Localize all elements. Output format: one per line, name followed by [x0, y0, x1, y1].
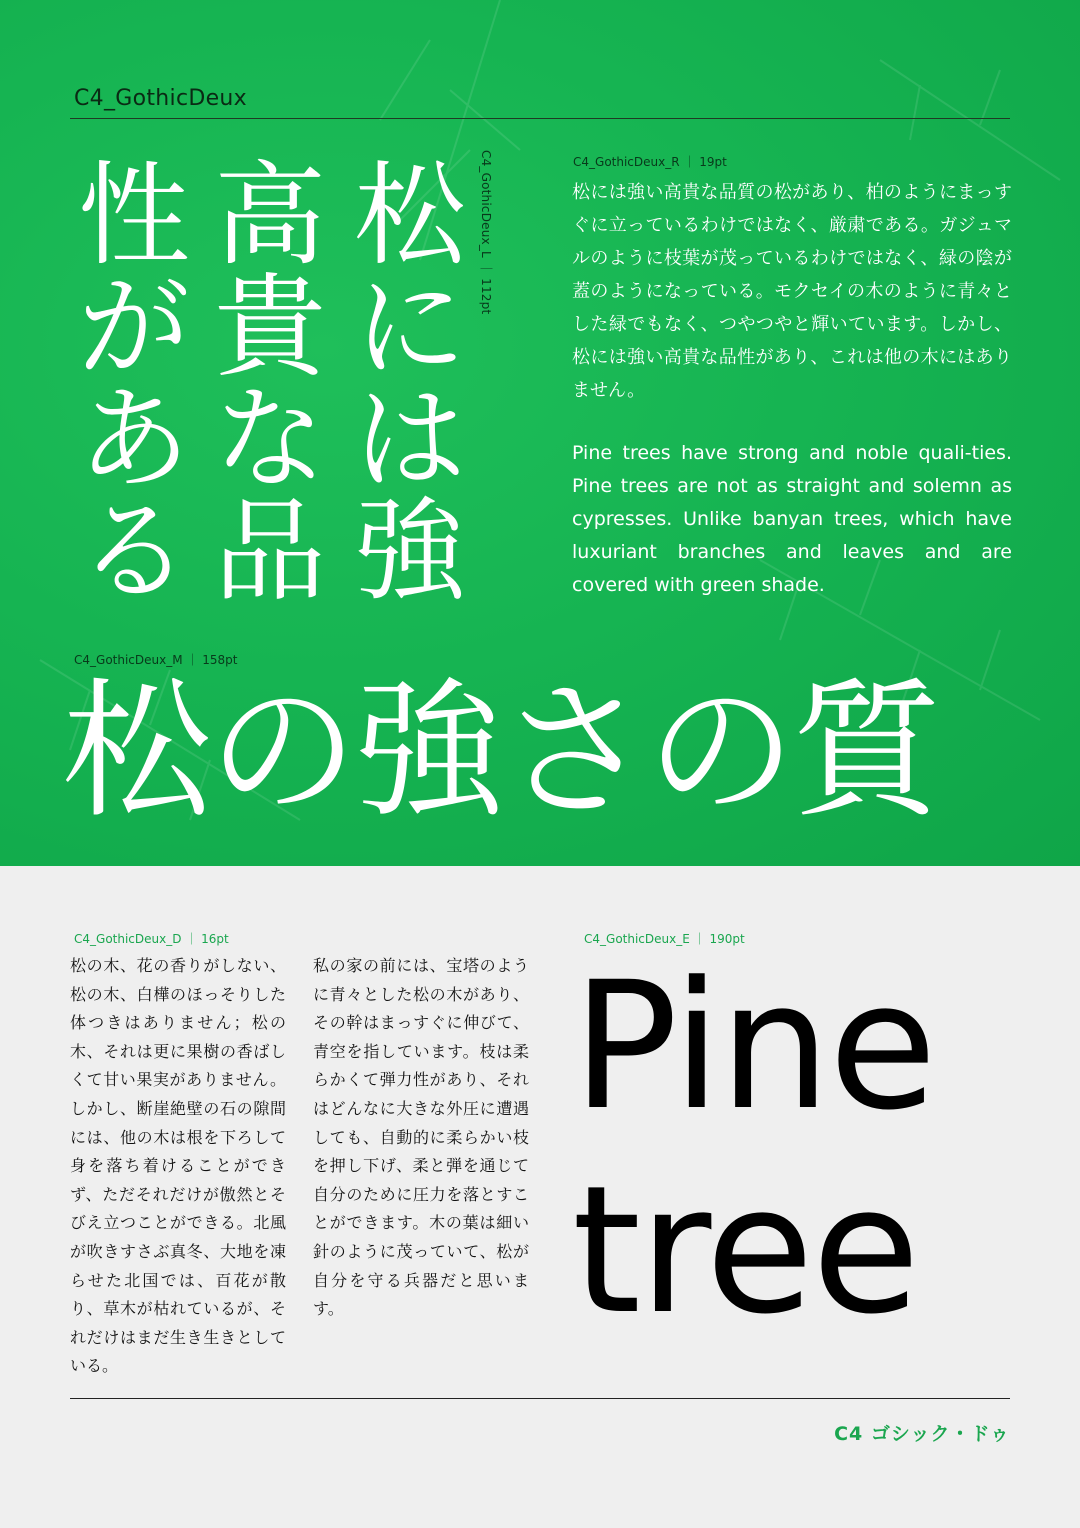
light-column-2: [200, 151, 340, 617]
footer-brand: C4 ゴシック・ドゥ: [834, 1423, 1010, 1445]
demi-column-2: 私の家の前には、宝塔のように青々とした松の木があり、その幹はまっすぐに伸びて、青空を指しています。枝は柔らかくて弾力性があり、それはどんなに大きな外圧に遭遇しても、自動的に柔らかい枝を押し下げ、柔と弾を通じて自分のために圧力を落とすことができます。木の葉は細い針のように茂っていて、松が自分を守る兵器だと思います。: [313, 956, 529, 1319]
medium-caption: C4_GothicDeux_M ｜ 158pt: [74, 653, 238, 667]
demi-column-1: 松の木、花の香りがしない、松の木、白樺のほっそりした体つきはありません；松の木、それは更に果樹の香ばしくて甘い果実がありません。しかし、断崖絶壁の石の隙間には、他の木は根を下ろして身を落ち着けることができず、ただそれだけが傲然とそびえ立つことができる。北風が吹きすさぶ真冬、大地を凍らせた北国では、百花が散り、草木が枯れているが、それだけはまだ生き生きとしている。: [70, 956, 286, 1376]
light-column-1: [340, 151, 480, 617]
top-rule: [70, 118, 1010, 119]
regular-japanese-paragraph: 松には強い高貴な品質の松があり、柏のようにまっすぐに立っているわけではなく、厳粛である。ガジュマルのように枝葉が茂っているわけではなく、緑の陰が蓋のようになっている。モクセイの木のように青々とした緑でもなく、つやつやと輝いています。しかし、松には強い高貴な品性があり、これは他の木にはありません。: [572, 182, 1012, 401]
light-glyph: が: [78, 263, 190, 393]
regular-caption: C4_GothicDeux_R ｜ 19pt: [573, 155, 727, 169]
regular-english-paragraph: Pine trees have strong and noble quali-ties. Pine trees are not as straight and solemn as cypresses. Unlike banyan trees, which have luxuriant branches and leaves and are covered with green shade.: [572, 442, 1012, 596]
light-glyph: は: [354, 375, 466, 505]
extra-display-text: [572, 945, 935, 1353]
light-glyph: 松: [354, 151, 466, 281]
light-glyph: 性: [78, 151, 190, 281]
font-family-title: C4_GothicDeux: [74, 86, 247, 111]
light-glyph: 高: [214, 151, 326, 281]
bottom-rule: [70, 1398, 1010, 1399]
medium-display-text: 松の強さの質: [62, 665, 939, 839]
light-caption: C4_GothicDeux_L ｜ 112pt: [479, 150, 493, 315]
light-glyph: あ: [78, 375, 190, 505]
light-glyph: 強: [354, 487, 466, 617]
extra-line-1: Pine: [572, 944, 935, 1149]
extra-line-2: tree: [572, 1148, 919, 1353]
extra-caption: C4_GothicDeux_E ｜ 190pt: [584, 932, 745, 946]
light-glyph: な: [214, 375, 326, 505]
light-glyph: に: [354, 263, 466, 393]
light-glyph: 品: [214, 487, 326, 617]
demi-caption: C4_GothicDeux_D ｜ 16pt: [74, 932, 229, 946]
light-glyph: る: [78, 487, 190, 617]
light-glyph: 貴: [214, 263, 326, 393]
light-column-3: [64, 151, 204, 617]
